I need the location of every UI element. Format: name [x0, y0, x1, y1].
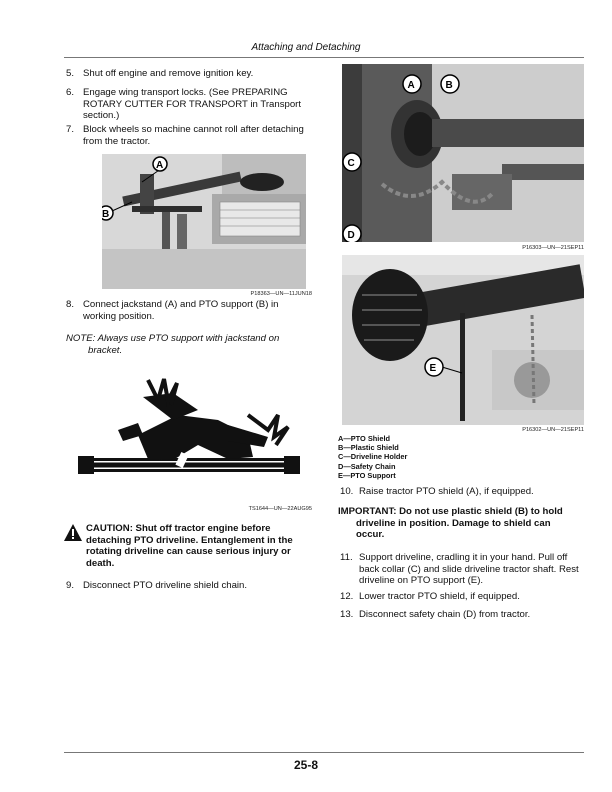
step-number: 13.	[340, 609, 354, 620]
step-7	[66, 124, 321, 148]
step-9	[66, 580, 321, 592]
important-text	[338, 506, 588, 542]
step-number: 7.	[66, 124, 75, 135]
note-line: NOTE: Always use PTO support with jackstand on	[66, 333, 280, 344]
important-line: IMPORTANT: Do not use plastic shield (B) to hold	[338, 506, 563, 517]
pto-shield-photo	[342, 64, 584, 242]
step-text-line: section.)	[83, 110, 120, 122]
caution-text	[86, 523, 326, 571]
step-text: Shut off engine and remove ignition key.	[83, 68, 254, 79]
jackstand-photo	[102, 154, 306, 289]
caution-line: detaching PTO driveline. Entanglement in the	[86, 534, 293, 546]
callout-c-label: C	[347, 158, 355, 169]
step-text: Lower tractor PTO shield, if equipped.	[359, 591, 520, 602]
step-text-line: driveline on PTO support (E).	[359, 575, 484, 587]
step-number: 11.	[340, 552, 353, 563]
callout-d-label: D	[347, 230, 355, 241]
legend-item: B—Plastic Shield	[338, 443, 399, 453]
step-text: Disconnect safety chain (D) from tractor.	[359, 609, 531, 620]
figure1-caption: P18363—UN—11JUN18	[250, 291, 312, 297]
step-number: 10.	[340, 486, 354, 497]
callout-e-label: E	[429, 363, 437, 374]
figure-legend	[338, 434, 498, 480]
important-line: driveline in position. Damage to shield can	[356, 517, 551, 529]
step-12	[340, 591, 590, 603]
important-line: occur.	[356, 529, 385, 541]
step-text: Disconnect PTO driveline shield chain.	[83, 580, 248, 591]
step-text-line: from the tractor.	[83, 135, 151, 147]
step-text-line: Support driveline, cradling it in your hand. Pull off	[359, 552, 568, 563]
figure2-caption: P16303—UN—21SEP11	[522, 245, 584, 251]
callout-b-label: B	[445, 80, 453, 91]
callout-a-label: A	[407, 80, 415, 91]
page-header-title: Attaching and Detaching	[251, 42, 361, 53]
step-number: 12.	[340, 591, 354, 602]
legend-item: D—Safety Chain	[338, 461, 396, 471]
step-text-line: working position.	[83, 310, 155, 322]
note	[66, 333, 321, 357]
legend-item: C—Driveline Holder	[338, 452, 408, 462]
pto-support-photo	[342, 255, 584, 425]
page-number: 25-8	[293, 758, 319, 772]
step-13	[340, 609, 590, 621]
step-number: 8.	[66, 299, 75, 310]
step-text-line: Block wheels so machine cannot roll after detaching	[83, 124, 304, 135]
step-number: 5.	[66, 68, 75, 79]
figure3-caption: P16302—UN—21SEP11	[522, 427, 584, 433]
step-5	[66, 68, 321, 80]
step-11	[340, 552, 590, 588]
step-text-line: ROTARY CUTTER FOR TRANSPORT in Transport	[83, 98, 302, 110]
step-10	[340, 486, 590, 498]
note-line: bracket.	[88, 344, 123, 356]
legend-item: E—PTO Support	[338, 470, 396, 480]
step-text-line: Connect jackstand (A) and PTO support (B) in	[83, 299, 279, 310]
caution-line: rotating driveline can cause serious injury or	[86, 546, 291, 558]
entanglement-warning-pictogram	[78, 375, 300, 485]
footer-rule	[64, 752, 584, 753]
caution-line: CAUTION: Shut off tractor engine before	[86, 523, 271, 534]
step-number: 9.	[66, 580, 75, 591]
step-number: 6.	[66, 87, 75, 98]
callout-b-label: B	[102, 209, 110, 220]
safety-alert-icon	[64, 524, 82, 542]
callout-a-label: A	[156, 160, 164, 171]
step-text: Raise tractor PTO shield (A), if equipped.	[359, 486, 534, 497]
caution-line: death.	[86, 557, 115, 569]
step-8	[66, 299, 321, 323]
step-text-line: back collar (C) and slide driveline tractor shaft. Rest	[359, 563, 579, 575]
step-text-line: Engage wing transport locks. (See PREPARING	[83, 87, 288, 98]
step-6	[66, 87, 321, 123]
header-rule	[64, 57, 584, 58]
warning-figure-caption: TS1644—UN—22AUG95	[248, 506, 312, 512]
legend-item: A—PTO Shield	[338, 434, 391, 443]
